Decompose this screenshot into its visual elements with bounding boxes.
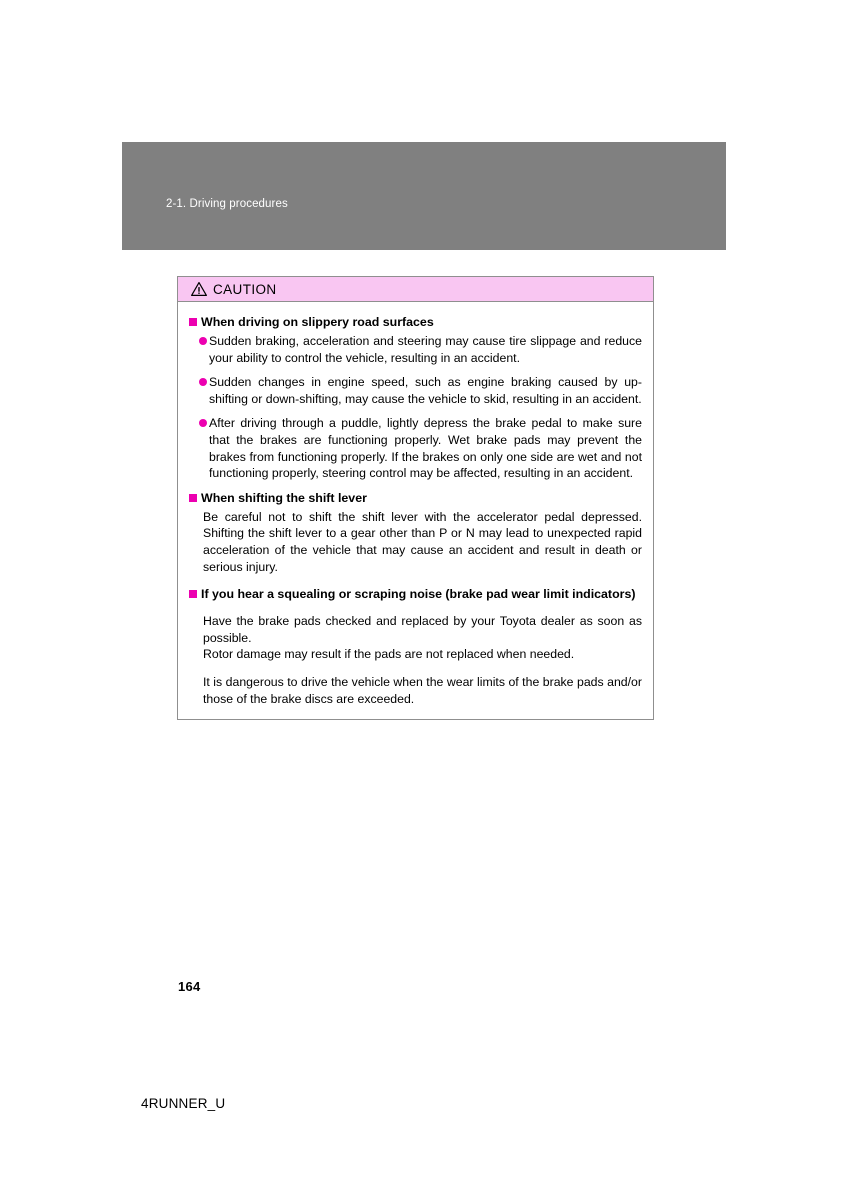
caution-title: CAUTION	[213, 281, 277, 297]
section-header-band	[122, 142, 726, 250]
paragraph: Have the brake pads checked and replaced by your Toyota dealer as soon as possible.	[203, 614, 642, 645]
list-item-text: Sudden changes in engine speed, such as engine braking caused by up-shifting or down-shifting, may cause the vehicle to skid, resulting in an accident.	[209, 375, 642, 406]
list-item	[199, 333, 642, 366]
caution-subheading	[189, 586, 642, 602]
caution-subheading-text: If you hear a squealing or scraping noise (brake pad wear limit indicators)	[201, 587, 636, 602]
square-bullet-icon	[189, 318, 197, 326]
list-item	[199, 374, 642, 407]
dot-bullet-icon	[199, 378, 207, 386]
list-item-text: Sudden braking, acceleration and steering may cause tire slippage and reduce your ability to control the vehicle, resulting in an accident.	[209, 334, 642, 365]
paragraph: It is dangerous to drive the vehicle when the wear limits of the brake pads and/or those of the brake discs are exceeded.	[203, 674, 642, 706]
square-bullet-icon	[189, 590, 197, 598]
caution-subheading	[189, 490, 642, 506]
document-code: 4RUNNER_U	[141, 1096, 226, 1111]
caution-box	[177, 276, 654, 720]
list-item	[199, 415, 642, 481]
caution-subheading-text: When driving on slippery road surfaces	[201, 315, 434, 329]
caution-title-bar	[178, 277, 653, 302]
dot-bullet-icon	[199, 337, 207, 345]
section-header-label: 2-1. Driving procedures	[166, 198, 288, 210]
caution-subheading	[189, 314, 642, 330]
paragraph: Be careful not to shift the shift lever with the accelerator pedal depressed. Shifting the shift lever to a gear other than P or N may lead to unexpected rapid acceleration of the vehicle that may cause an accident and result in death or serious injury.	[203, 509, 642, 574]
caution-subheading-text: When shifting the shift lever	[201, 490, 367, 505]
page-number: 164	[178, 979, 201, 994]
paragraph: Rotor damage may result if the pads are not replaced when needed.	[203, 647, 575, 662]
square-bullet-icon	[189, 494, 197, 502]
dot-bullet-icon	[199, 419, 207, 427]
caution-body	[178, 302, 653, 719]
warning-triangle-icon	[191, 282, 207, 296]
list-item-text: After driving through a puddle, lightly depress the brake pedal to make sure that the brakes are functioning properly. Wet brake pads may prevent the brakes from functioning properly. If the brakes on only one side are wet and not functioning properly, steering control may be affected, resulting in an accident.	[209, 416, 642, 481]
